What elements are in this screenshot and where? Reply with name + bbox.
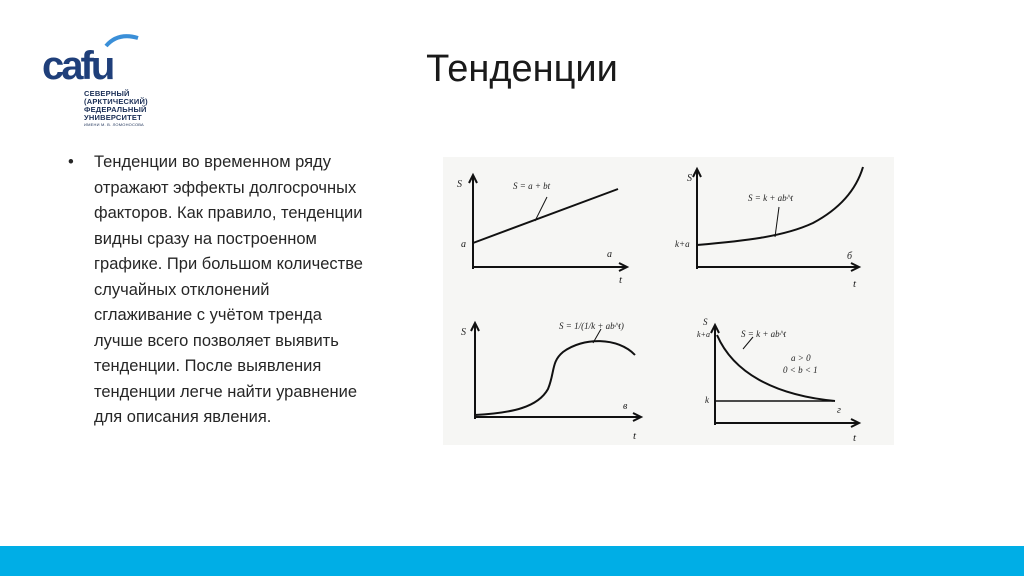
footer-bar: [0, 546, 1024, 576]
panel-v-letter: в: [623, 401, 628, 412]
panel-a-y0-label: a: [461, 239, 466, 250]
panel-v-ylabel: S: [461, 327, 466, 338]
panel-g-k-label: k: [705, 395, 709, 405]
panel-b-xlabel: t: [853, 278, 857, 290]
bullet-text: Тенденции во временном ряду отражают эффекты долгосрочных факторов. Как правило, тенденции видны сразу на построенном графике. При большом количестве случайных отклонений сглаживание с учётом тренда лучше всего позволяет выявить тенденции. После выявления тенденции легче найти уравнение для описания явления.: [94, 153, 363, 426]
panel-b-y0-label: k+a: [675, 239, 690, 249]
panel-g-y0-label: k+a: [697, 330, 710, 339]
panel-a-xlabel: t: [619, 274, 623, 286]
panel-g-condition-2: 0 < b < 1: [783, 365, 818, 375]
panel-v-axes: [471, 323, 641, 421]
trend-figure-svg: [443, 157, 894, 445]
panel-a-formula: S = a + bt: [513, 181, 551, 191]
panel-v-curve: [475, 341, 635, 415]
panel-g-formula: S = k + ab^t: [741, 329, 786, 339]
panel-g-letter: г: [837, 405, 841, 416]
panel-a-letter: а: [607, 249, 612, 260]
panel-b-letter: б: [847, 251, 853, 262]
panel-v-formula: S = 1/(1/k + ab^t): [559, 321, 624, 331]
logo-wordmark: cafu: [42, 44, 113, 88]
trend-figure: [443, 157, 894, 445]
logo-university-name: СЕВЕРНЫЙ (АРКТИЧЕСКИЙ) ФЕДЕРАЛЬНЫЙ УНИВЕРСИТЕТ ИМЕНИ М. В. ЛОМОНОСОВА: [84, 89, 148, 127]
panel-g-ylabel: S: [703, 317, 708, 327]
panel-g-condition-1: a > 0: [791, 353, 811, 363]
panel-b-curve: [697, 167, 863, 245]
panel-b-formula: S = k + ab^t: [748, 193, 793, 203]
panel-b-axes: [693, 169, 859, 271]
panel-a-ylabel: S: [457, 179, 462, 190]
panel-v-xlabel: t: [633, 430, 637, 442]
slide-title: Тенденции: [426, 48, 618, 90]
panel-g-xlabel: t: [853, 432, 857, 444]
bullet-dot-icon: •: [68, 153, 74, 171]
bullet-item: [68, 150, 368, 431]
panel-b-ylabel: S: [687, 173, 692, 184]
panel-a-curve: [473, 189, 618, 243]
